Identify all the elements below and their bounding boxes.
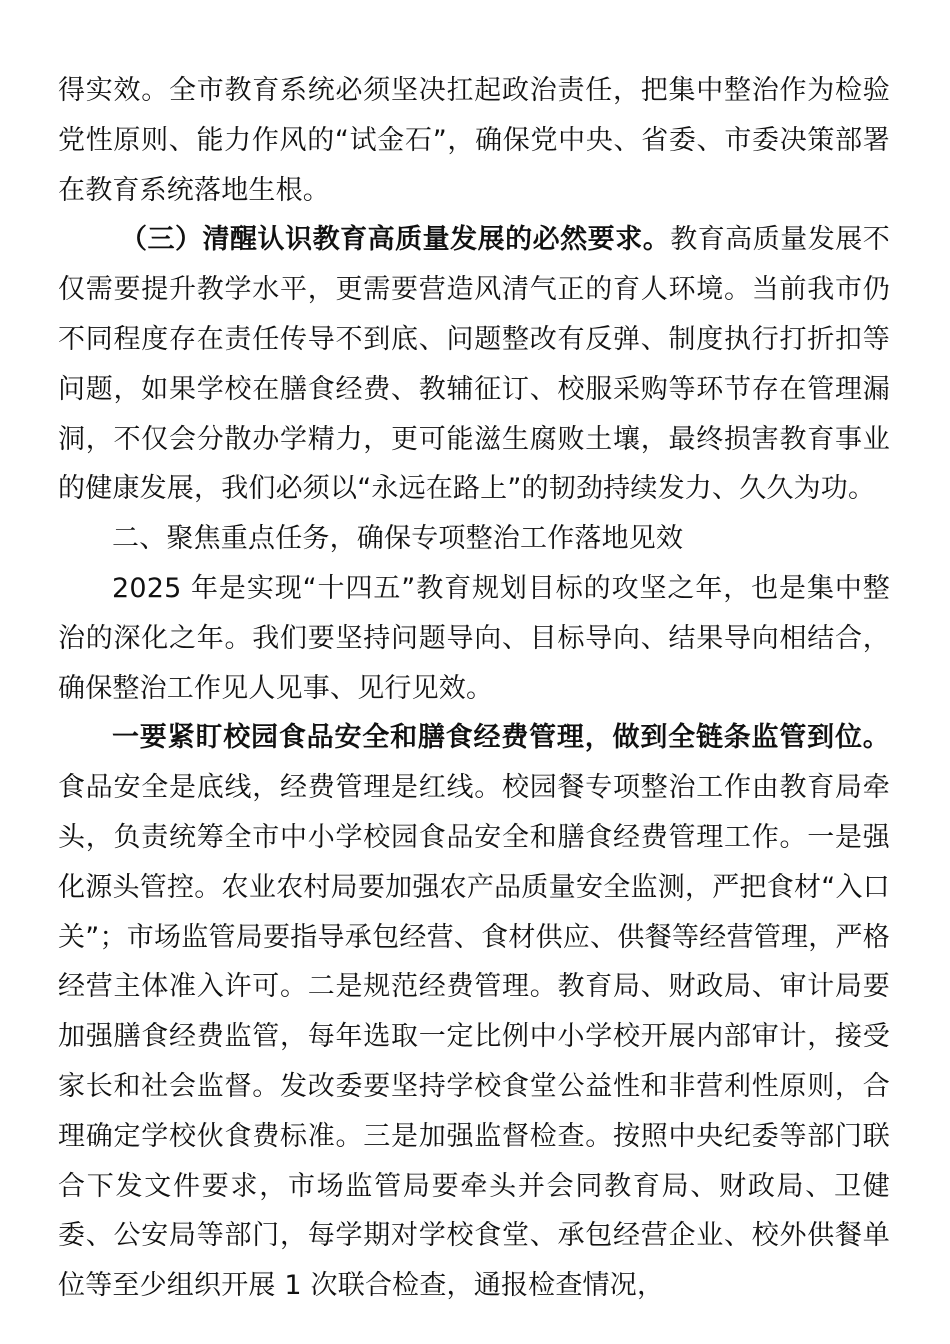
paragraph-4: [58, 564, 890, 713]
section-two-heading: [58, 514, 890, 564]
section-two-heading-text: 二、聚焦重点任务，确保专项整治工作落地见效: [112, 523, 684, 555]
paragraph-2-heading: （三）清醒认识教育高质量发展的必然要求。: [120, 224, 671, 256]
paragraph-4-text: 2025 年是实现“十四五”教育规划目标的攻坚之年，也是集中整治的深化之年。我们要坚持问题导向、目标导向、结果导向相结合，确保整治工作见人见事、见行见效。: [58, 572, 890, 704]
paragraph-5-text: 食品安全是底线，经费管理是红线。校园餐专项整治工作由教育局牵头，负责统筹全市中小学校园食品安全和膳食经费管理工作。一是强化源头管控。农业农村局要加强农产品质量安全监测，严把食材“入口关”；市场监管局要指导承包经营、食材供应、供餐等经营管理，严格经营主体准入许可。二是规范经费管理。教育局、财政局、审计局要加强膳食经费监管，每年选取一定比例中小学校开展内部审计，接受家长和社会监督。发改委要坚持学校食堂公益性和非营利性原则，合理确定学校伙食费标准。三是加强监督检查。按照中央纪委等部门联合下发文件要求，市场监管局要牵头并会同教育局、财政局、卫健委、公安局等部门，每学期对学校食堂、承包经营企业、校外供餐单位等至少组织开展 1 次联合检查，通报检查情况，: [58, 772, 890, 1302]
paragraph-1-text: 得实效。全市教育系统必须坚决扛起政治责任，把集中整治作为检验党性原则、能力作风的“试金石”，确保党中央、省委、市委决策部署在教育系统落地生根。: [58, 75, 890, 206]
paragraph-5-heading: 一要紧盯校园食品安全和膳食经费管理，做到全链条监管到位。: [112, 722, 890, 754]
document-body: [58, 66, 890, 1311]
paragraph-2-text: 教育高质量发展不仅需要提升教学水平，更需要营造风清气正的育人环境。当前我市仍不同程度存在责任传导不到底、问题整改有反弹、制度执行打折扣等问题，如果学校在膳食经费、教辅征订、校服采购等环节存在管理漏洞，不仅会分散办学精力，更可能滋生腐败土壤，最终损害教育事业的健康发展，我们必须以“永远在路上”的韧劲持续发力、久久为功。: [58, 224, 890, 505]
paragraph-1: [58, 66, 890, 215]
paragraph-2: [58, 215, 890, 514]
paragraph-5: [58, 713, 890, 1311]
